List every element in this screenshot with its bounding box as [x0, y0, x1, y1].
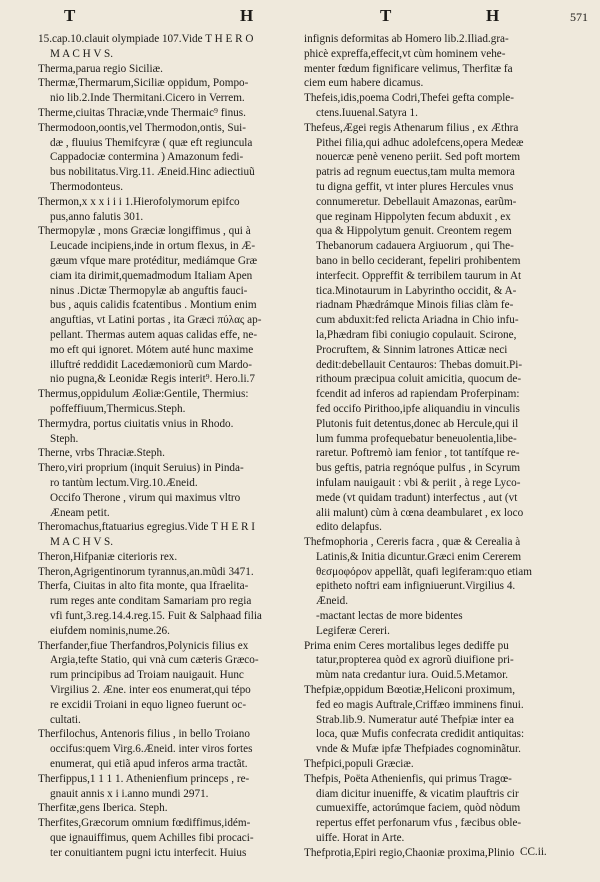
- text-line: Thermæ,Thermarum,Siciliæ oppidum, Pompo-: [38, 77, 249, 90]
- text-line: ninus .Dictæ Thermopylæ ab anguftis fauci-: [50, 284, 248, 297]
- text-line: pus,anno falutis 301.: [50, 210, 144, 223]
- text-line: epitheto noftri eam infigniuerunt.Virgilius 4.: [316, 580, 516, 593]
- text-line: Therne, vrbs Thraciæ.Steph.: [38, 447, 165, 460]
- text-line: Theromachus,ftatuarius egregius.Vide T H E R I: [38, 521, 256, 534]
- text-line: ciem eum habere dicamus.: [304, 77, 424, 90]
- text-line: Pithei filia,qui adhuc adolefcens,opera Medeæ: [316, 136, 524, 149]
- text-line: Thefpici,populi Græciæ.: [304, 758, 414, 771]
- text-line: Thefeis,idis,poema Codri,Thefei gefta comple-: [304, 92, 515, 105]
- text-line: repertus effet perfonarum vfus , fæcibus oble-: [316, 817, 522, 830]
- text-line: bus nobilitatus.Virg.11. Æneid.Hinc adiectiuũ: [50, 166, 255, 179]
- text-line: M A C H V S.: [50, 47, 114, 60]
- text-line: dedit:debellauit Centauros: Thebas domuit.Pi-: [316, 358, 523, 371]
- text-line: re excidii Troiani in equo ligneo fuerunt oc-: [50, 698, 247, 711]
- text-line: mo eft qui ignoret. Mótem auté hunc maxime: [50, 343, 254, 356]
- text-line: rum principibus ad Troiam nauigauit. Hunc: [50, 669, 244, 682]
- text-line: que ignauiffimus, quem Achilles fibi procaci-: [50, 832, 254, 845]
- header-letter: H: [240, 6, 257, 25]
- text-line: la,Phædram fibi coniugio copulauit. Scirone,: [316, 328, 517, 341]
- text-line: interfecit. Oppreffit & terribilem taurum in At: [316, 269, 522, 282]
- text-line: ter conuitiantem pugni ictu interfecit. Huius: [50, 846, 247, 859]
- text-line: edito delapfus.: [316, 521, 382, 534]
- text-line: Occifo Therone , virum qui maximus vltro: [50, 491, 241, 504]
- left-column: [38, 32, 300, 861]
- header-letter: T: [64, 6, 79, 25]
- text-line: cum abduxit:fed relicta Ariadna in Chio infu-: [316, 314, 519, 327]
- text-line: alii malunt) cùm à cœna deambularet , ex loco: [316, 506, 524, 519]
- text-line: Therfa, Ciuitas in alto fita monte, qua Ifraelita-: [38, 580, 249, 593]
- text-line: diam dicitur inueniffe, & vicatim plauftris cir: [316, 787, 519, 800]
- text-line: Thefprotia,Epiri regio,Chaoniæ proxima,Plinio: [304, 846, 515, 859]
- text-line: Æneid.: [316, 595, 349, 608]
- text-line: Therfites,Græcorum omnium fœdiffimus,idém-: [38, 817, 251, 830]
- text-line: gnauit annis x i i.anno mundi 2971.: [50, 787, 209, 800]
- text-line: dæ , fluuius Themifcyræ ( quæ eft regiuncula: [50, 136, 253, 149]
- text-line: occifus:quem Virg.6.Æneid. inter viros fortes: [50, 743, 253, 756]
- text-line: que reginam Hippolyten fecum abduxit , ex: [316, 210, 511, 223]
- text-line: poffeffiuum,Thermicus.Steph.: [50, 402, 186, 415]
- text-line: tica.Minotaurum in Labyrintho occidit, & A-: [316, 284, 517, 297]
- text-line: uiffe. Horat in Arte.: [316, 832, 405, 845]
- running-header: [0, 6, 600, 30]
- text-line: infignis deformitas ab Homero lib.2.Iliad.gra-: [304, 33, 509, 45]
- text-line: nio pugna,& Leonidæ Regis interit⁹. Hero.li.7: [50, 373, 255, 386]
- text-line: Thermydra, portus ciuitatis vnius in Rhodo.: [38, 417, 234, 430]
- text-line: bano in bello ceciderant, fepeliri prohibentem: [316, 254, 521, 267]
- header-letter: T: [380, 6, 395, 25]
- text-line: 15.cap.10.clauit olympiade 107.Vide T H E R O: [38, 33, 254, 45]
- text-line: Thero,viri proprium (inquit Seruius) in Pinda-: [38, 462, 244, 475]
- text-line: Thefmophoria , Cereris facra , quæ & Cerealia à: [304, 536, 521, 549]
- text-line: connumeretur. Debellauit Amazonas, earũm-: [316, 195, 517, 208]
- text-line: enumerat, qui etiã apud inferos arma tractãt.: [50, 758, 248, 771]
- text-line: anguftias, vt Latini portas , ita Græci πύλας ap-: [50, 314, 262, 327]
- text-line: Argia,tefte Statio, qui vnà cum cæteris Græco-: [50, 654, 259, 667]
- text-line: nouercæ penè veneno periit. Sed poft mortem: [316, 151, 521, 164]
- text-line: infulam nauigauit : vbi & periit , à rege Lyco-: [316, 476, 521, 489]
- text-line: fcendit ad inferos ad rapiendam Proferpinam:: [316, 388, 520, 401]
- text-line: qua & Hippolytum genuit. Creontem regem: [316, 225, 512, 238]
- text-line: Therma,parua regio Siciliæ.: [38, 62, 163, 75]
- text-line: Steph.: [50, 432, 79, 445]
- text-line: Therfander,fiue Therfandros,Polynicis filius ex: [38, 639, 249, 652]
- text-line: Thermon,x x x i i i 1.Hierofolymorum epifco: [38, 195, 240, 208]
- text-line: Leucade incipiens,inde in ortum flexus, in Æ-: [50, 240, 256, 253]
- text-line: Thermodonteus.: [50, 180, 124, 193]
- text-line: nio lib.2.Inde Thermitani.Cicero in Verrem.: [50, 92, 245, 105]
- text-line: Thermus,oppidulum Æoliæ:Gentile, Thermius:: [38, 388, 249, 401]
- text-line: Strab.lib.9. Numeratur auté Thefpiæ inter ea: [316, 713, 514, 726]
- text-line: Thermodoon,oontis,vel Thermodon,ontis, Sui-: [38, 121, 246, 134]
- text-line: rum reges ante conditam Samariam pro regia: [50, 595, 252, 608]
- text-line: bus geftis, patria regnóque pulfus , in Scyrum: [316, 462, 521, 475]
- text-line: mùm nata credantur iura. Ouid.5.Metamor.: [316, 669, 508, 682]
- text-line: ctens.Iuuenal.Satyra 1.: [316, 106, 418, 119]
- text-line: lum fumma profequebatur beneuolentia,libe-: [316, 432, 517, 445]
- text-line: Theron,Agrigentinorum tyrannus,an.mũdi 3471.: [38, 565, 254, 578]
- text-line: M A C H V S.: [50, 536, 114, 549]
- text-line: cumuexiffe, actorúmque faciem, quòd nòdum: [316, 802, 521, 815]
- right-column: [304, 32, 574, 861]
- text-line: Therme,ciuitas Thraciæ,vnde Thermaic⁹ finus.: [38, 106, 246, 119]
- text-line: Latinis,& Initia dicuntur.Græci enim Cererem: [316, 550, 522, 563]
- text-line: raretur. Poftremò iam fenior , tot tantífque re-: [316, 447, 520, 460]
- text-line: cultati.: [50, 713, 81, 726]
- text-line: vnde & Mufæ ipfæ Thefpiades cognominãtur.: [316, 743, 521, 756]
- text-line: Procruftem, & Sinnim latrones Atticæ neci: [316, 343, 508, 356]
- text-line: Plutonis fuit detentus,donec ab Hercule,qui il: [316, 417, 519, 430]
- text-line: ro tantùm lectum.Virg.10.Æneid.: [50, 476, 198, 489]
- text-line: -mactant lectas de more bidentes: [316, 610, 463, 623]
- text-line: phicè expreffa,effecit,vt cùm hominem vehe-: [304, 47, 506, 60]
- text-line: Cappadociæ contermina ) Amazonum fedi-: [50, 151, 244, 164]
- text-line: riadnam Phædrámque Minois filias clàm fe-: [316, 299, 514, 312]
- text-line: Æneam petit.: [50, 506, 110, 519]
- text-line: Thefpis, Poëta Athenienfis, qui primus Tragœ-: [304, 772, 512, 785]
- signature-mark: CC.ii.: [520, 846, 547, 858]
- text-line: Thebanorum cadauera Argiuorum , qui The-: [316, 240, 514, 253]
- text-line: θεσμοφόρον appellãt, quafi legiferam:quo etiam: [316, 565, 532, 578]
- text-line: bus , aquis calidis fcatentibus . Montium enim: [50, 299, 257, 312]
- text-line: gæum vfque mare protéditur, mediámque Græ: [50, 254, 258, 267]
- text-line: Prima enim Ceres mortalibus leges dediffe pu: [304, 639, 509, 652]
- text-line: ciam ita dirimit,quemadmodum Italiam Apen: [50, 269, 253, 282]
- text-line: illuftré reddidit Lacedæmoniorũ cum Mardo-: [50, 358, 252, 371]
- text-line: Legiferæ Cereri.: [316, 624, 390, 637]
- text-line: pellant. Thermas autem aquas calidas effe, ne-: [50, 328, 258, 341]
- text-line: Theron,Hifpaniæ citerioris rex.: [38, 550, 178, 563]
- text-line: loca, quæ Mufis confecrata credidit antiquitas:: [316, 728, 525, 741]
- text-line: Thefeus,Ægei regis Athenarum filius , ex Æthra: [304, 121, 519, 134]
- page-number: 571: [570, 10, 588, 24]
- text-line: mede (vt quidam tradunt) interfectus , aut (vt: [316, 491, 518, 504]
- text-line: vfi funt,3.reg.14.4.reg.15. Fuit & Salphaad filia: [50, 610, 262, 623]
- text-line: patris ad regnum euectus,tam multa memora: [316, 166, 515, 179]
- text-line: Therfippus,1 1 1 1. Athenienfium princeps , re-: [38, 772, 250, 785]
- text-line: Therfilochus, Antenoris filius , in bello Troiano: [38, 728, 250, 741]
- text-line: fed occifo Pirithoo,ipfe aliquandiu in vinculis: [316, 402, 520, 415]
- text-line: Thermopylæ , mons Græciæ longiffimus , qui à: [38, 225, 251, 238]
- text-line: Virgilius 2. Æne. inter eos enumerat,qui tépo: [50, 684, 251, 697]
- text-line: tatur,propterea quòd ex agrorũ diuifione pri-: [316, 654, 514, 667]
- text-line: eiufdem nominis,nume.26.: [50, 624, 170, 637]
- text-line: tu digna geffit, vt inter plures Hercules vnus: [316, 180, 514, 193]
- text-line: Thefpiæ,oppidum Bœotiæ,Heliconi proximum,: [304, 684, 515, 697]
- text-line: fed eo magis Auftrale,Criffæo imminens finui.: [316, 698, 524, 711]
- header-letter: H: [486, 6, 503, 25]
- text-line: rithoum præcipua coluit amicitia, quocum de-: [316, 373, 522, 386]
- text-line: Therfitæ,gens Iberica. Steph.: [38, 802, 168, 815]
- text-line: menter fœdum fignificare velimus, Therfitæ fa: [304, 62, 513, 75]
